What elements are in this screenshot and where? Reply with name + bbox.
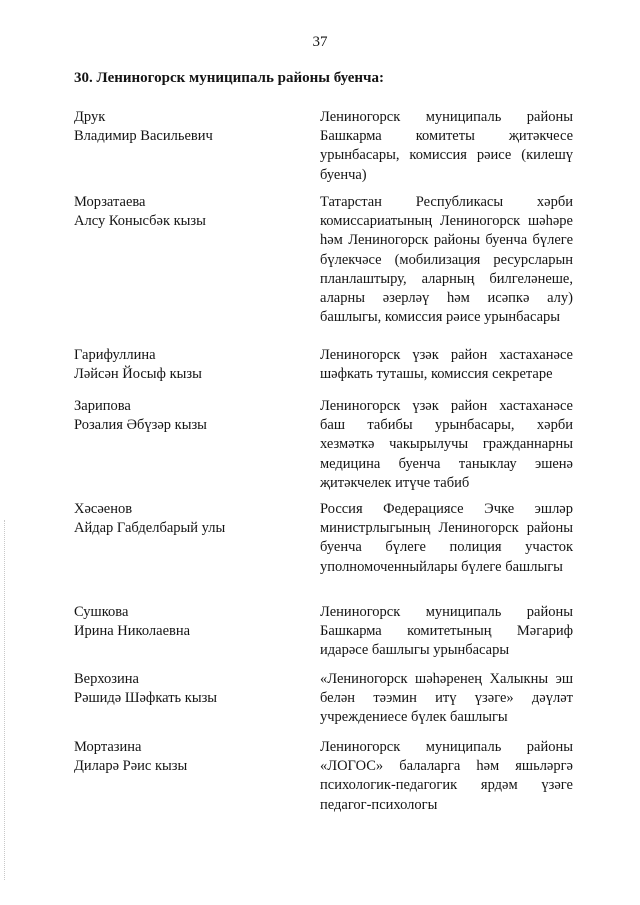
member-given-name: Ләйсән Йосыф кызы xyxy=(74,366,202,382)
member-given-name: Алсу Конысбәк кызы xyxy=(74,213,206,229)
member-name xyxy=(74,108,294,146)
scan-margin-marks xyxy=(4,520,7,880)
member-name xyxy=(74,193,294,231)
member-surname: Мортазина xyxy=(74,739,142,755)
member-name xyxy=(74,346,294,384)
member-surname: Хәсәенов xyxy=(74,501,133,517)
member-name xyxy=(74,500,294,538)
member-given-name: Владимир Васильевич xyxy=(74,128,213,144)
member-surname: Морзатаева xyxy=(74,194,146,210)
member-role: «Лениногорск шәһәренең Халыкны эш белән тәэмин итү үзәге» дәүләт учреждениесе бүлек башлыгы xyxy=(320,671,573,726)
member-given-name: Рәшидә Шәфкать кызы xyxy=(74,690,218,706)
member-role: Лениногорск муниципаль районы Башкарма комитеты җитәкчесе урынбасары, комиссия рәисе (килешү буенча) xyxy=(320,109,573,183)
member-name xyxy=(74,397,294,435)
member-role: Лениногорск үзәк район хастаханәсе баш табибы урынбасары, хәрби хезмәткә чакырылучы гражданнарны медицина буенча таныклау эшенә җитәкчелек итүче табиб xyxy=(320,398,573,491)
member-surname: Верхозина xyxy=(74,671,139,687)
member-given-name: Диларә Рәис кызы xyxy=(74,758,188,774)
member-surname: Гарифуллина xyxy=(74,347,156,363)
member-role: Россия Федерациясе Эчке эшләр министрлыгының Лениногорск районы буенча бүлеге полиция участок уполномоченныйлары бүлеге башлыгы xyxy=(320,501,573,575)
member-name xyxy=(74,670,294,708)
member-surname: Друк xyxy=(74,109,106,125)
member-role: Лениногорск муниципаль районы Башкарма комитетының Мәгариф идарәсе башлыгы урынбасары xyxy=(320,604,573,659)
member-surname: Сушкова xyxy=(74,604,129,620)
member-surname: Зарипова xyxy=(74,398,131,414)
member-name xyxy=(74,738,294,776)
page-number: 37 xyxy=(312,34,328,50)
member-name xyxy=(74,603,294,641)
member-role: Татарстан Республикасы хәрби комиссариатының Лениногорск шәһәре һәм Лениногорск районы буенча бүлеге бүлекчәсе (мобилизация ресурсларын планлаштыру, аларның билгеләнеше, аларны әзерләү һәм исәпкә алу) башлыгы, комиссия рәисе урынбасары xyxy=(320,194,573,326)
member-role: Лениногорск муниципаль районы «ЛОГОС» балаларга һәм яшьләргә психологик-педагогик ярдәм үзәге педагог-психологы xyxy=(320,739,573,813)
member-role: Лениногорск үзәк район хастаханәсе шәфкать туташы, комиссия секретаре xyxy=(320,347,573,383)
section-heading: 30. Лениногорск муниципаль районы буенча: xyxy=(74,70,384,86)
member-given-name: Ирина Николаевна xyxy=(74,623,191,639)
member-given-name: Розалия Әбүзәр кызы xyxy=(74,417,207,433)
member-given-name: Айдар Габделбарый улы xyxy=(74,520,226,536)
